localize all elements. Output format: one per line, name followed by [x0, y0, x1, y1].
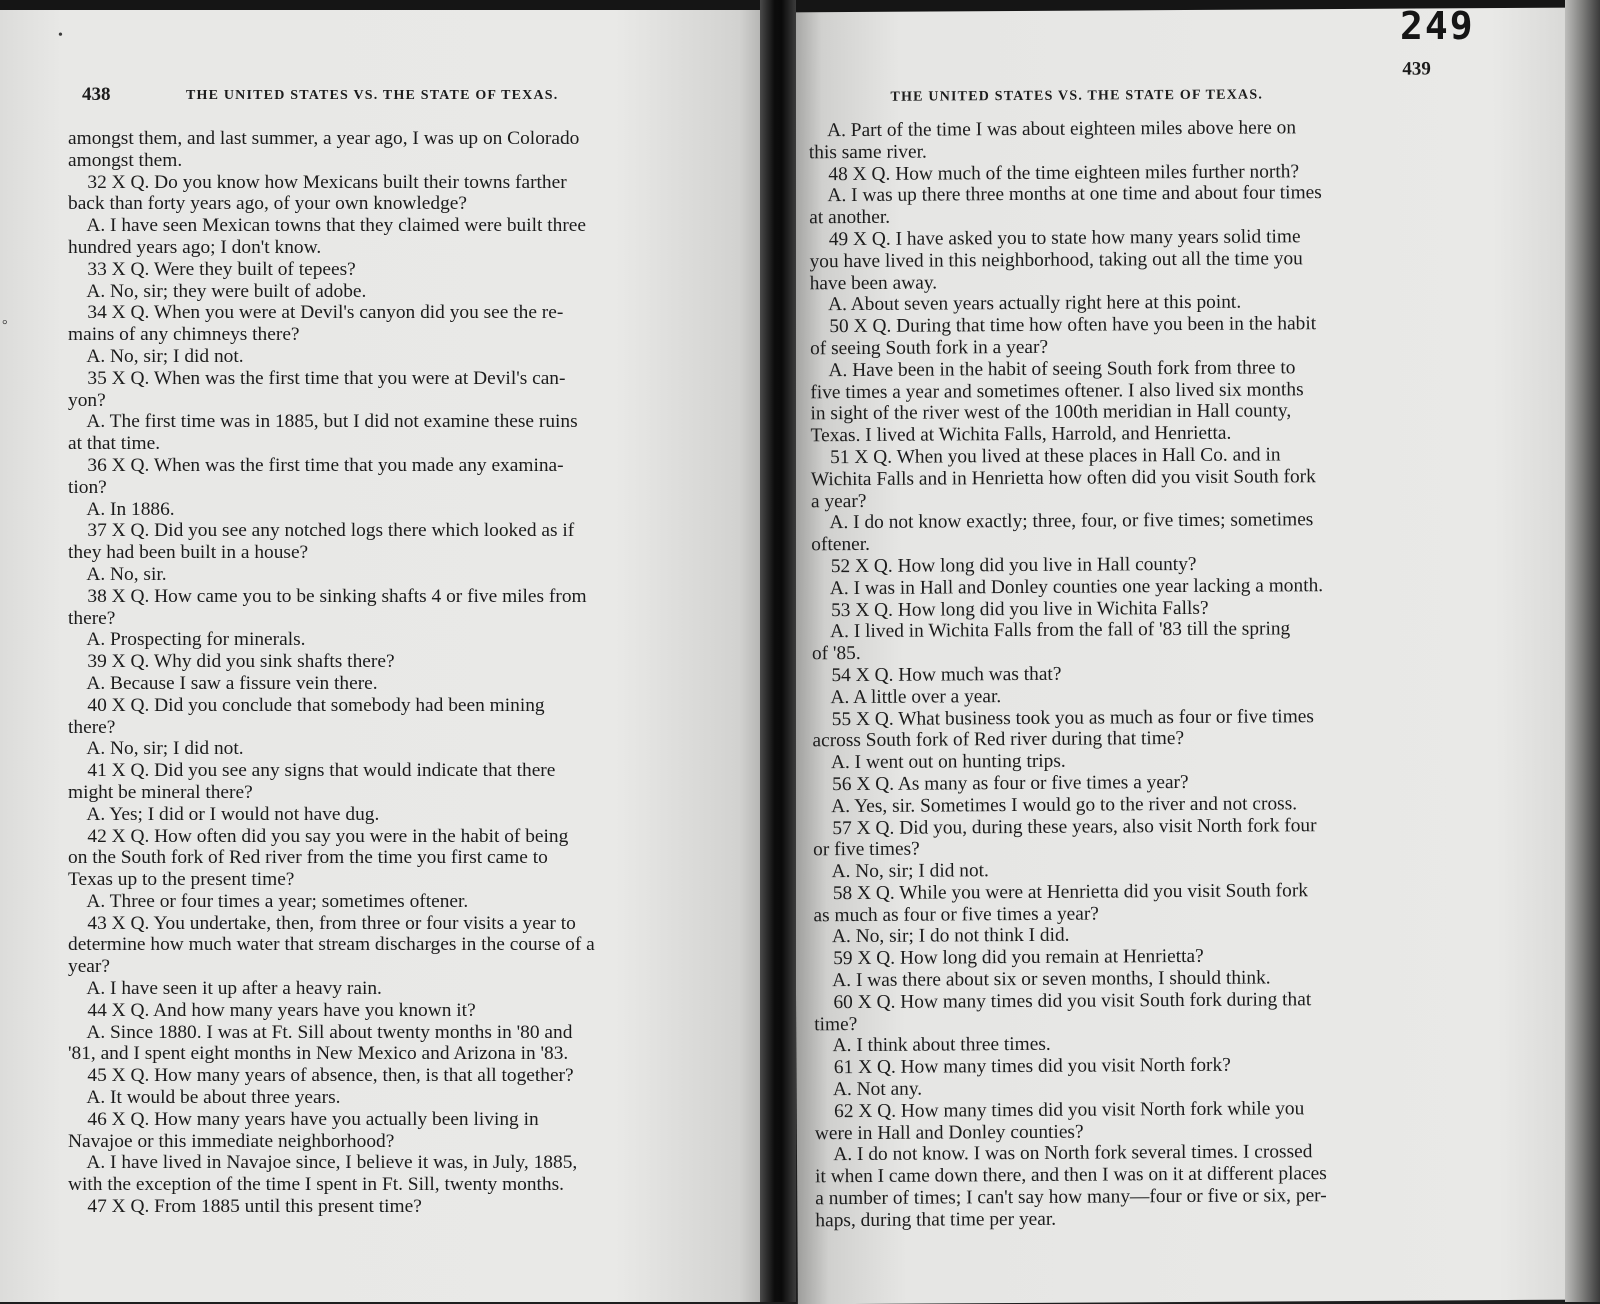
- right-page-text-line: 58 X Q. While you were at Henrietta did you visit South fork: [813, 880, 1309, 905]
- right-page-text-line: Wichita Falls and in Henrietta how often did you visit South fork: [810, 465, 1316, 491]
- right-page-text-line: A. No, sir; I do not think I did.: [813, 925, 1070, 948]
- left-page-text-line: A. The first time was in 1885, but I did not examine these ruins: [68, 411, 578, 433]
- book-spread: [0, 10, 1600, 1302]
- left-page-text-line: 36 X Q. When was the first time that you made any examina-: [68, 454, 564, 476]
- left-page-text-line: 33 X Q. Were they built of tepees?: [68, 258, 356, 280]
- left-page-text-line: A. I have seen Mexican towns that they claimed were built three: [68, 215, 586, 237]
- right-page-text-line: a year?: [810, 490, 867, 512]
- right-page-text-line: A. No, sir; I did not.: [813, 860, 989, 883]
- right-page-text-line: across South fork of Red river during that time?: [812, 728, 1185, 752]
- right-page-text-line: were in Hall and Donley counties?: [814, 1121, 1084, 1144]
- right-page-text-line: 52 X Q. How long did you live in Hall county?: [811, 553, 1197, 578]
- left-page-text-line: A. Since 1880. I was at Ft. Sill about twenty months in '80 and: [68, 1021, 573, 1043]
- right-page-text-line: 53 X Q. How long did you live in Wichita Falls?: [811, 597, 1209, 621]
- left-page-text-line: there?: [68, 716, 116, 738]
- right-page-text-line: at another.: [809, 206, 891, 229]
- left-page: [0, 10, 770, 1302]
- left-page-text-line: A. No, sir; they were built of adobe.: [68, 280, 367, 302]
- right-page-text-line: A. I do not know exactly; three, four, or five times; sometimes: [811, 509, 1314, 534]
- right-page-text-line: A. I was up there three months at one time and about four times: [809, 182, 1322, 207]
- right-page-text-line: 51 X Q. When you lived at these places in Hall Co. and in: [810, 444, 1281, 469]
- right-running-head: THE UNITED STATES VS. THE STATE OF TEXAS.: [890, 87, 1264, 105]
- left-page-text-line: A. No, sir; I did not.: [68, 345, 244, 367]
- left-page-text-line: A. No, sir; I did not.: [68, 738, 244, 760]
- right-page-text-line: 50 X Q. During that time how often have you been in the habit: [809, 313, 1317, 338]
- left-page-text-line: A. In 1886.: [68, 498, 175, 520]
- right-page-text-line: 56 X Q. As many as four or five times a year?: [812, 771, 1189, 796]
- left-page-text-line: A. No, sir.: [68, 563, 167, 585]
- scan-speck: •: [58, 28, 63, 43]
- right-page-text-line: A. Not any.: [814, 1078, 923, 1101]
- right-page-text-line: oftener.: [811, 534, 871, 556]
- right-page-text-line: 48 X Q. How much of the time eighteen miles further north?: [808, 160, 1300, 185]
- scan-speck: °: [2, 318, 8, 333]
- left-page-text-line: year?: [68, 956, 110, 978]
- left-page-text-line: at that time.: [68, 433, 161, 455]
- left-page-text-line: yon?: [68, 389, 106, 411]
- right-page-text-line: A. I was in Hall and Donley counties one year lacking a month.: [811, 574, 1324, 599]
- left-page-text-line: 41 X Q. Did you see any signs that would indicate that there: [68, 760, 556, 782]
- left-page-text-line: hundred years ago; I don't know.: [68, 236, 322, 258]
- left-page-text-line: 38 X Q. How came you to be sinking shafts 4 or five miles from: [68, 585, 587, 607]
- right-page-text-line: of seeing South fork in a year?: [809, 336, 1049, 360]
- right-page-text-line: 62 X Q. How many times did you visit North fork while you: [814, 1098, 1305, 1123]
- left-page-text-line: A. I have seen it up after a heavy rain.: [68, 978, 382, 1000]
- left-page-text-line: 32 X Q. Do you know how Mexicans built their towns farther: [68, 171, 567, 193]
- left-page-text-line: 34 X Q. When you were at Devil's canyon did you see the re-: [68, 302, 564, 324]
- right-page-text-line: Texas. I lived at Wichita Falls, Harrold, and Henrietta.: [810, 422, 1232, 447]
- left-page-text-line: 37 X Q. Did you see any notched logs there which looked as if: [68, 520, 575, 542]
- right-page-text-line: 57 X Q. Did you, during these years, also visit North fork four: [812, 814, 1317, 839]
- left-page-text-line: A. It would be about three years.: [68, 1087, 341, 1109]
- left-page-text-line: amongst them.: [68, 149, 183, 171]
- right-page-text-line: A. I was there about six or seven months, I should think.: [813, 967, 1271, 992]
- left-page-text-line: A. Three or four times a year; sometimes oftener.: [68, 890, 469, 912]
- right-page-number: 439: [1402, 58, 1431, 80]
- right-page-text-line: you have lived in this neighborhood, taking out all the time you: [809, 248, 1303, 273]
- left-page-text-line: A. Yes; I did or I would not have dug.: [68, 803, 380, 825]
- right-page-text-line: 55 X Q. What business took you as much as four or five times: [812, 705, 1314, 730]
- right-page-text-line: it when I came down there, and then I was on it at different places: [815, 1163, 1327, 1188]
- left-page-text-line: Texas up to the present time?: [68, 869, 295, 891]
- right-page-text-line: 54 X Q. How much was that?: [811, 663, 1062, 687]
- left-page-text: [68, 128, 728, 1218]
- left-page-text-line: 43 X Q. You undertake, then, from three or four visits a year to: [68, 912, 576, 934]
- left-page-text-line: A. Because I saw a fissure vein there.: [68, 672, 378, 694]
- right-page-text-line: five times a year and sometimes oftener. I also lived six months: [810, 378, 1304, 403]
- right-page-text-line: A. Have been in the habit of seeing South fork from three to: [810, 357, 1296, 382]
- left-page-text-line: '81, and I spent eight months in New Mexico and Arizona in '83.: [68, 1043, 569, 1065]
- left-page-text-line: 46 X Q. How many years have you actually been living in: [68, 1108, 539, 1130]
- right-page-text-line: 61 X Q. How many times did you visit North fork?: [814, 1054, 1231, 1079]
- left-running-head: THE UNITED STATES VS. THE STATE OF TEXAS.: [186, 88, 559, 103]
- left-page-text-line: A. I have lived in Navajoe since, I believe it was, in July, 1885,: [68, 1152, 578, 1174]
- right-page-text-line: A. I went out on hunting trips.: [812, 750, 1066, 774]
- right-page-text-line: A. I lived in Wichita Falls from the fall of '83 till the spring: [811, 618, 1291, 643]
- left-page-text-line: back than forty years ago, of your own knowledge?: [68, 193, 467, 215]
- right-page-text-line: 49 X Q. I have asked you to state how many years solid time: [809, 226, 1301, 251]
- left-page-text-line: 39 X Q. Why did you sink shafts there?: [68, 651, 395, 673]
- left-page-text-line: mains of any chimneys there?: [68, 324, 300, 346]
- right-page-text-line: in sight of the river west of the 100th meridian in Hall county,: [810, 400, 1292, 425]
- right-page-text-line: A. I do not know. I was on North fork several times. I crossed: [814, 1141, 1313, 1166]
- page-edge-shadow: [1565, 0, 1600, 1302]
- left-page-text-line: might be mineral there?: [68, 781, 253, 803]
- right-page-text-line: or five times?: [813, 838, 920, 861]
- right-page-text-line: time?: [814, 1013, 858, 1035]
- right-page: [790, 8, 1578, 1304]
- right-page-text-line: as much as four or five times a year?: [813, 903, 1099, 926]
- left-page-text-line: on the South fork of Red river from the time you first came to: [68, 847, 548, 869]
- right-page-text-line: A. Yes, sir. Sometimes I would go to the river and not cross.: [812, 793, 1298, 817]
- left-page-text-line: 47 X Q. From 1885 until this present time?: [68, 1196, 422, 1218]
- left-page-text-line: Navajoe or this immediate neighborhood?: [68, 1130, 395, 1152]
- left-page-text-line: 42 X Q. How often did you say you were in the habit of being: [68, 825, 569, 847]
- right-page-text-line: this same river.: [808, 141, 927, 164]
- left-page-text-line: determine how much water that stream discharges in the course of a: [68, 934, 595, 956]
- right-page-text-line: 59 X Q. How long did you remain at Henrietta?: [813, 946, 1204, 970]
- right-page-text-line: have been away.: [809, 272, 938, 294]
- right-page-text: [809, 116, 1476, 1232]
- left-page-text-line: 44 X Q. And how many years have you known it?: [68, 999, 476, 1021]
- left-page-text-line: they had been built in a house?: [68, 542, 309, 564]
- right-page-text-line: A. About seven years actually right here at this point.: [809, 292, 1242, 316]
- right-page-text-line: 60 X Q. How many times did you visit South fork during that: [813, 989, 1312, 1014]
- left-page-text-line: 40 X Q. Did you conclude that somebody had been mining: [68, 694, 545, 716]
- stamped-page-number: 249: [1400, 4, 1475, 48]
- right-page-text-line: A. A little over a year.: [812, 685, 1002, 708]
- right-page-text-line: a number of times; I can't say how many—four or five or six, per-: [815, 1185, 1327, 1210]
- left-page-text-line: A. Prospecting for minerals.: [68, 629, 306, 651]
- right-page-text-line: A. Part of the time I was about eighteen miles above here on: [808, 117, 1297, 142]
- book-gutter: [760, 0, 796, 1302]
- left-page-text-line: 35 X Q. When was the first time that you were at Devil's can-: [68, 367, 566, 389]
- right-page-text-line: of '85.: [811, 643, 861, 665]
- left-page-text-line: amongst them, and last summer, a year ago, I was up on Colorado: [68, 128, 580, 149]
- right-page-text-line: A. I think about three times.: [814, 1034, 1051, 1057]
- left-page-text-line: there?: [68, 607, 116, 629]
- left-page-text-line: with the exception of the time I spent in Ft. Sill, twenty months.: [68, 1174, 565, 1196]
- left-page-text-line: tion?: [68, 476, 107, 498]
- left-page-number: 438: [82, 84, 111, 105]
- left-page-text-line: 45 X Q. How many years of absence, then, is that all together?: [68, 1065, 574, 1087]
- right-page-text-line: haps, during that time per year.: [815, 1208, 1057, 1232]
